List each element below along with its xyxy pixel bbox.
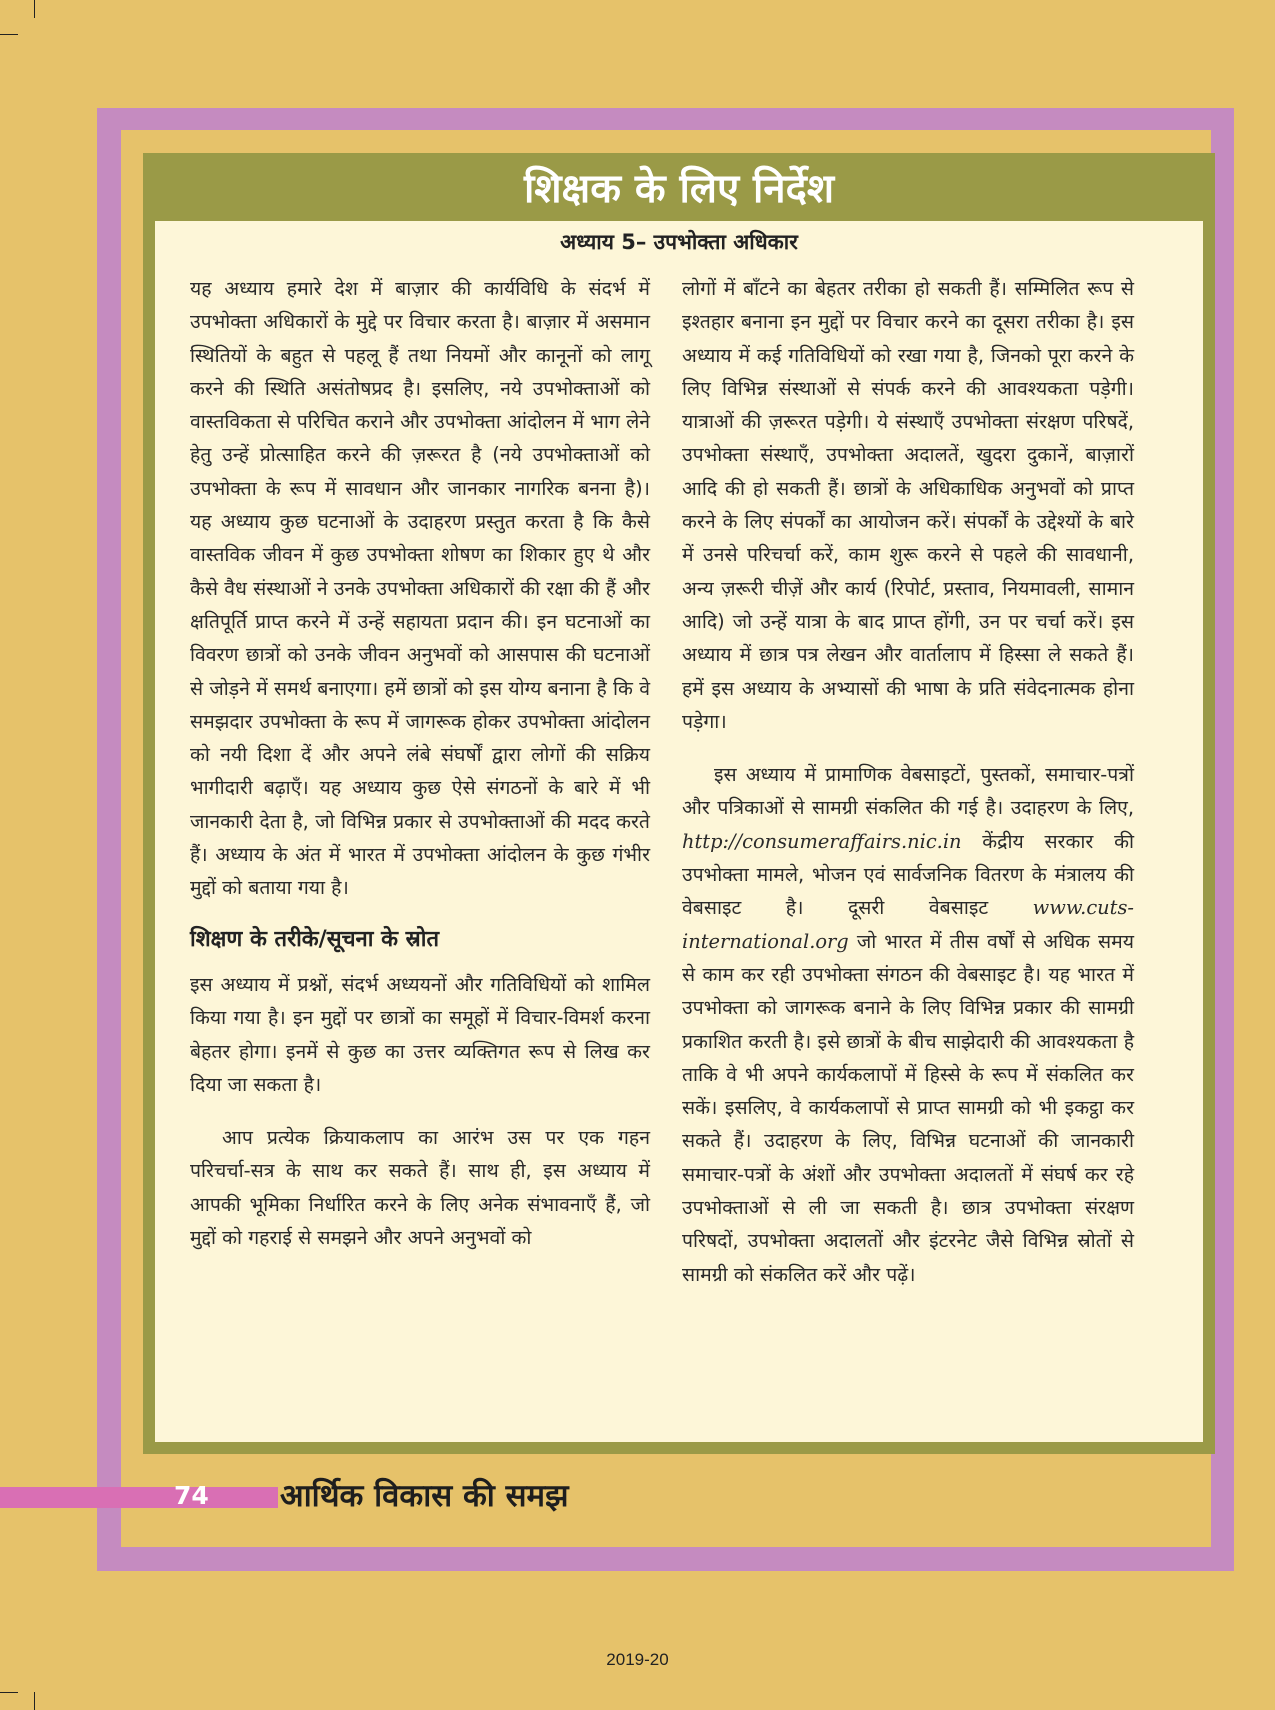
crop-mark: [0, 1692, 18, 1693]
paragraph: लोगों में बाँटने का बेहतर तरीका हो सकती हैं। सम्मिलित रूप से इश्तहार बनाना इन मुद्दों पर विचार करने का दूसरा तरीका है। इस अध्याय में कई गतिविधियों को रखा गया है, जिनको पूरा करने के लिए विभिन्न संस्थाओं से संपर्क करने की आवश्यकता पड़ेगी। यात्राओं की ज़रूरत पड़ेगी। ये संस्थाएँ उपभोक्ता संरक्षण परिषदें, उपभोक्ता संस्थाएँ, उपभोक्ता अदालतें, खुदरा दुकानें, बाज़ारों आदि की हो सकती हैं। छात्रों के अधिकाधिक अनुभवों को प्राप्त करने के लिए संपर्कों का आयोजन करें। संपर्कों के उद्देश्यों के बारे में उनसे परिचर्चा करें, काम शुरू करने से पहले की सावधानी, अन्य ज़रूरी चीज़ें और कार्य (रिपोर्ट, प्रस्ताव, नियमावली, सामान आदि) जो उन्हें यात्रा के बाद प्राप्त होंगी, उन पर चर्चा करें। इस अध्याय में छात्र पत्र लेखन और वार्तालाप में हिस्सा ले सकते हैं। हमें इस अध्याय के अभ्यासों की भाषा के प्रति संवेदनात्मक होना पड़ेगा।: [682, 277, 1134, 733]
crop-mark: [0, 34, 18, 35]
paragraph-text: केंद्रीय सरकार की उपभोक्ता मामले, भोजन एवं सार्वजनिक वितरण के मंत्रालय की वेबसाइट है। दूसरी वेबसाइट: [682, 829, 1134, 920]
section-heading: शिक्षण के तरीके/सूचना के स्रोत: [190, 926, 440, 952]
chapter-title: अध्याय 5– उपभोक्ता अधिकार: [560, 230, 798, 254]
page-number: 74: [174, 1481, 209, 1510]
page-number-tab: [0, 1487, 278, 1508]
page-title: शिक्षक के लिए निर्देश: [523, 166, 835, 212]
website-link[interactable]: http://consumeraffairs.nic.in: [682, 829, 962, 853]
paragraph: आप प्रत्येक क्रियाकलाप का आरंभ उस पर एक गहन परिचर्चा-सत्र के साथ कर सकते हैं। साथ ही, इस अध्याय में आपकी भूमिका निर्धारित करने के लिए अनेक संभावनाएँ हैं, जो मुद्दों को गहराई से समझने और अपने अनुभवों को: [190, 1126, 650, 1250]
right-column: [682, 272, 1134, 1291]
paragraph: इस अध्याय में प्रश्नों, संदर्भ अध्ययनों और गतिविधियों को शामिल किया गया है। इन मुद्दों पर छात्रों का समूहों में विचार-विमर्श करना बेहतर होगा। इनमें से कुछ का उत्तर व्यक्तिगत रूप से लिख कर दिया जा सकता है।: [190, 972, 650, 1096]
crop-mark: [34, 1692, 35, 1710]
website-link[interactable]: www.cuts-international.org: [682, 896, 1134, 953]
edition-year: 2019-20: [606, 1650, 669, 1669]
left-column: [190, 272, 650, 1254]
paragraph-text: जो भारत में तीस वर्षों से अधिक समय से काम कर रही उपभोक्ता संगठन की वेबसाइट है। यह भारत में उपभोक्ता को जागरूक बनाने के लिए विभिन्न प्रकार की सामग्री प्रकाशित करती है। इसे छात्रों के बीच साझेदारी की आवश्यकता है ताकि वे भी अपने कार्यकलापों में हिस्से के रूप में संकलित कर सकें। इसलिए, वे कार्यकलापों से प्राप्त सामग्री को भी इकट्ठा कर सकते हैं। उदाहरण के लिए, विभिन्न घटनाओं की जानकारी समाचार-पत्रों के अंशों और उपभोक्ता अदालतों में संघर्ष कर रहे उपभोक्ताओं से ली जा सकती है। छात्र उपभोक्ता संरक्षण परिषदों, उपभोक्ता अदालतों और इंटरनेट जैसे विभिन्न स्रोतों से सामग्री को संकलित करें और पढ़ें।: [682, 929, 1134, 1286]
paragraph-text: इस अध्याय में प्रामाणिक वेबसाइटों, पुस्तकों, समाचार-पत्रों और पत्रिकाओं से सामग्री संकलित की गई है। उदाहरण के लिए,: [682, 763, 1134, 820]
paragraph: [682, 758, 1134, 1291]
book-title: आर्थिक विकास की समझ: [280, 1478, 569, 1514]
crop-mark: [34, 0, 35, 18]
paragraph: यह अध्याय हमारे देश में बाज़ार की कार्यविधि के संदर्भ में उपभोक्ता अधिकारों के मुद्दे पर विचार करता है। बाज़ार में असमान स्थितियों के बहुत से पहलू हैं तथा नियमों और कानूनों को लागू करने की स्थिति असंतोषप्रद है। इसलिए, नये उपभोक्ताओं को वास्तविकता से परिचित कराने और उपभोक्ता आंदोलन में भाग लेने हेतु उन्हें प्रोत्साहित करने की ज़रूरत है (नये उपभोक्ताओं को उपभोक्ता के रूप में सावधान और जानकार नागरिक बनना है)। यह अध्याय कुछ घटनाओं के उदाहरण प्रस्तुत करता है कि कैसे वास्तविक जीवन में कुछ उपभोक्ता शोषण का शिकार हुए थे और कैसे वैध संस्थाओं ने उनके उपभोक्ता अधिकारों की रक्षा की हैं और क्षतिपूर्ति प्राप्त करने में उन्हें सहायता प्रदान की। इन घटनाओं का विवरण छात्रों को उनके जीवन अनुभवों को आसपास की घटनाओं से जोड़ने में समर्थ बनाएगा। हमें छात्रों को इस योग्य बनाना है कि वे समझदार उपभोक्ता के रूप में जागरूक होकर उपभोक्ता आंदोलन को नयी दिशा दें और अपने लंबे संघर्षों द्वारा लोगों की सक्रिय भागीदारी बढ़ाएँ। यह अध्याय कुछ ऐसे संगठनों के बारे में भी जानकारी देता है, जो विभिन्न प्रकार से उपभोक्ताओं की मदद करते हैं। अध्याय के अंत में भारत में उपभोक्ता आंदोलन के कुछ गंभीर मुद्दों को बताया गया है।: [190, 277, 650, 900]
